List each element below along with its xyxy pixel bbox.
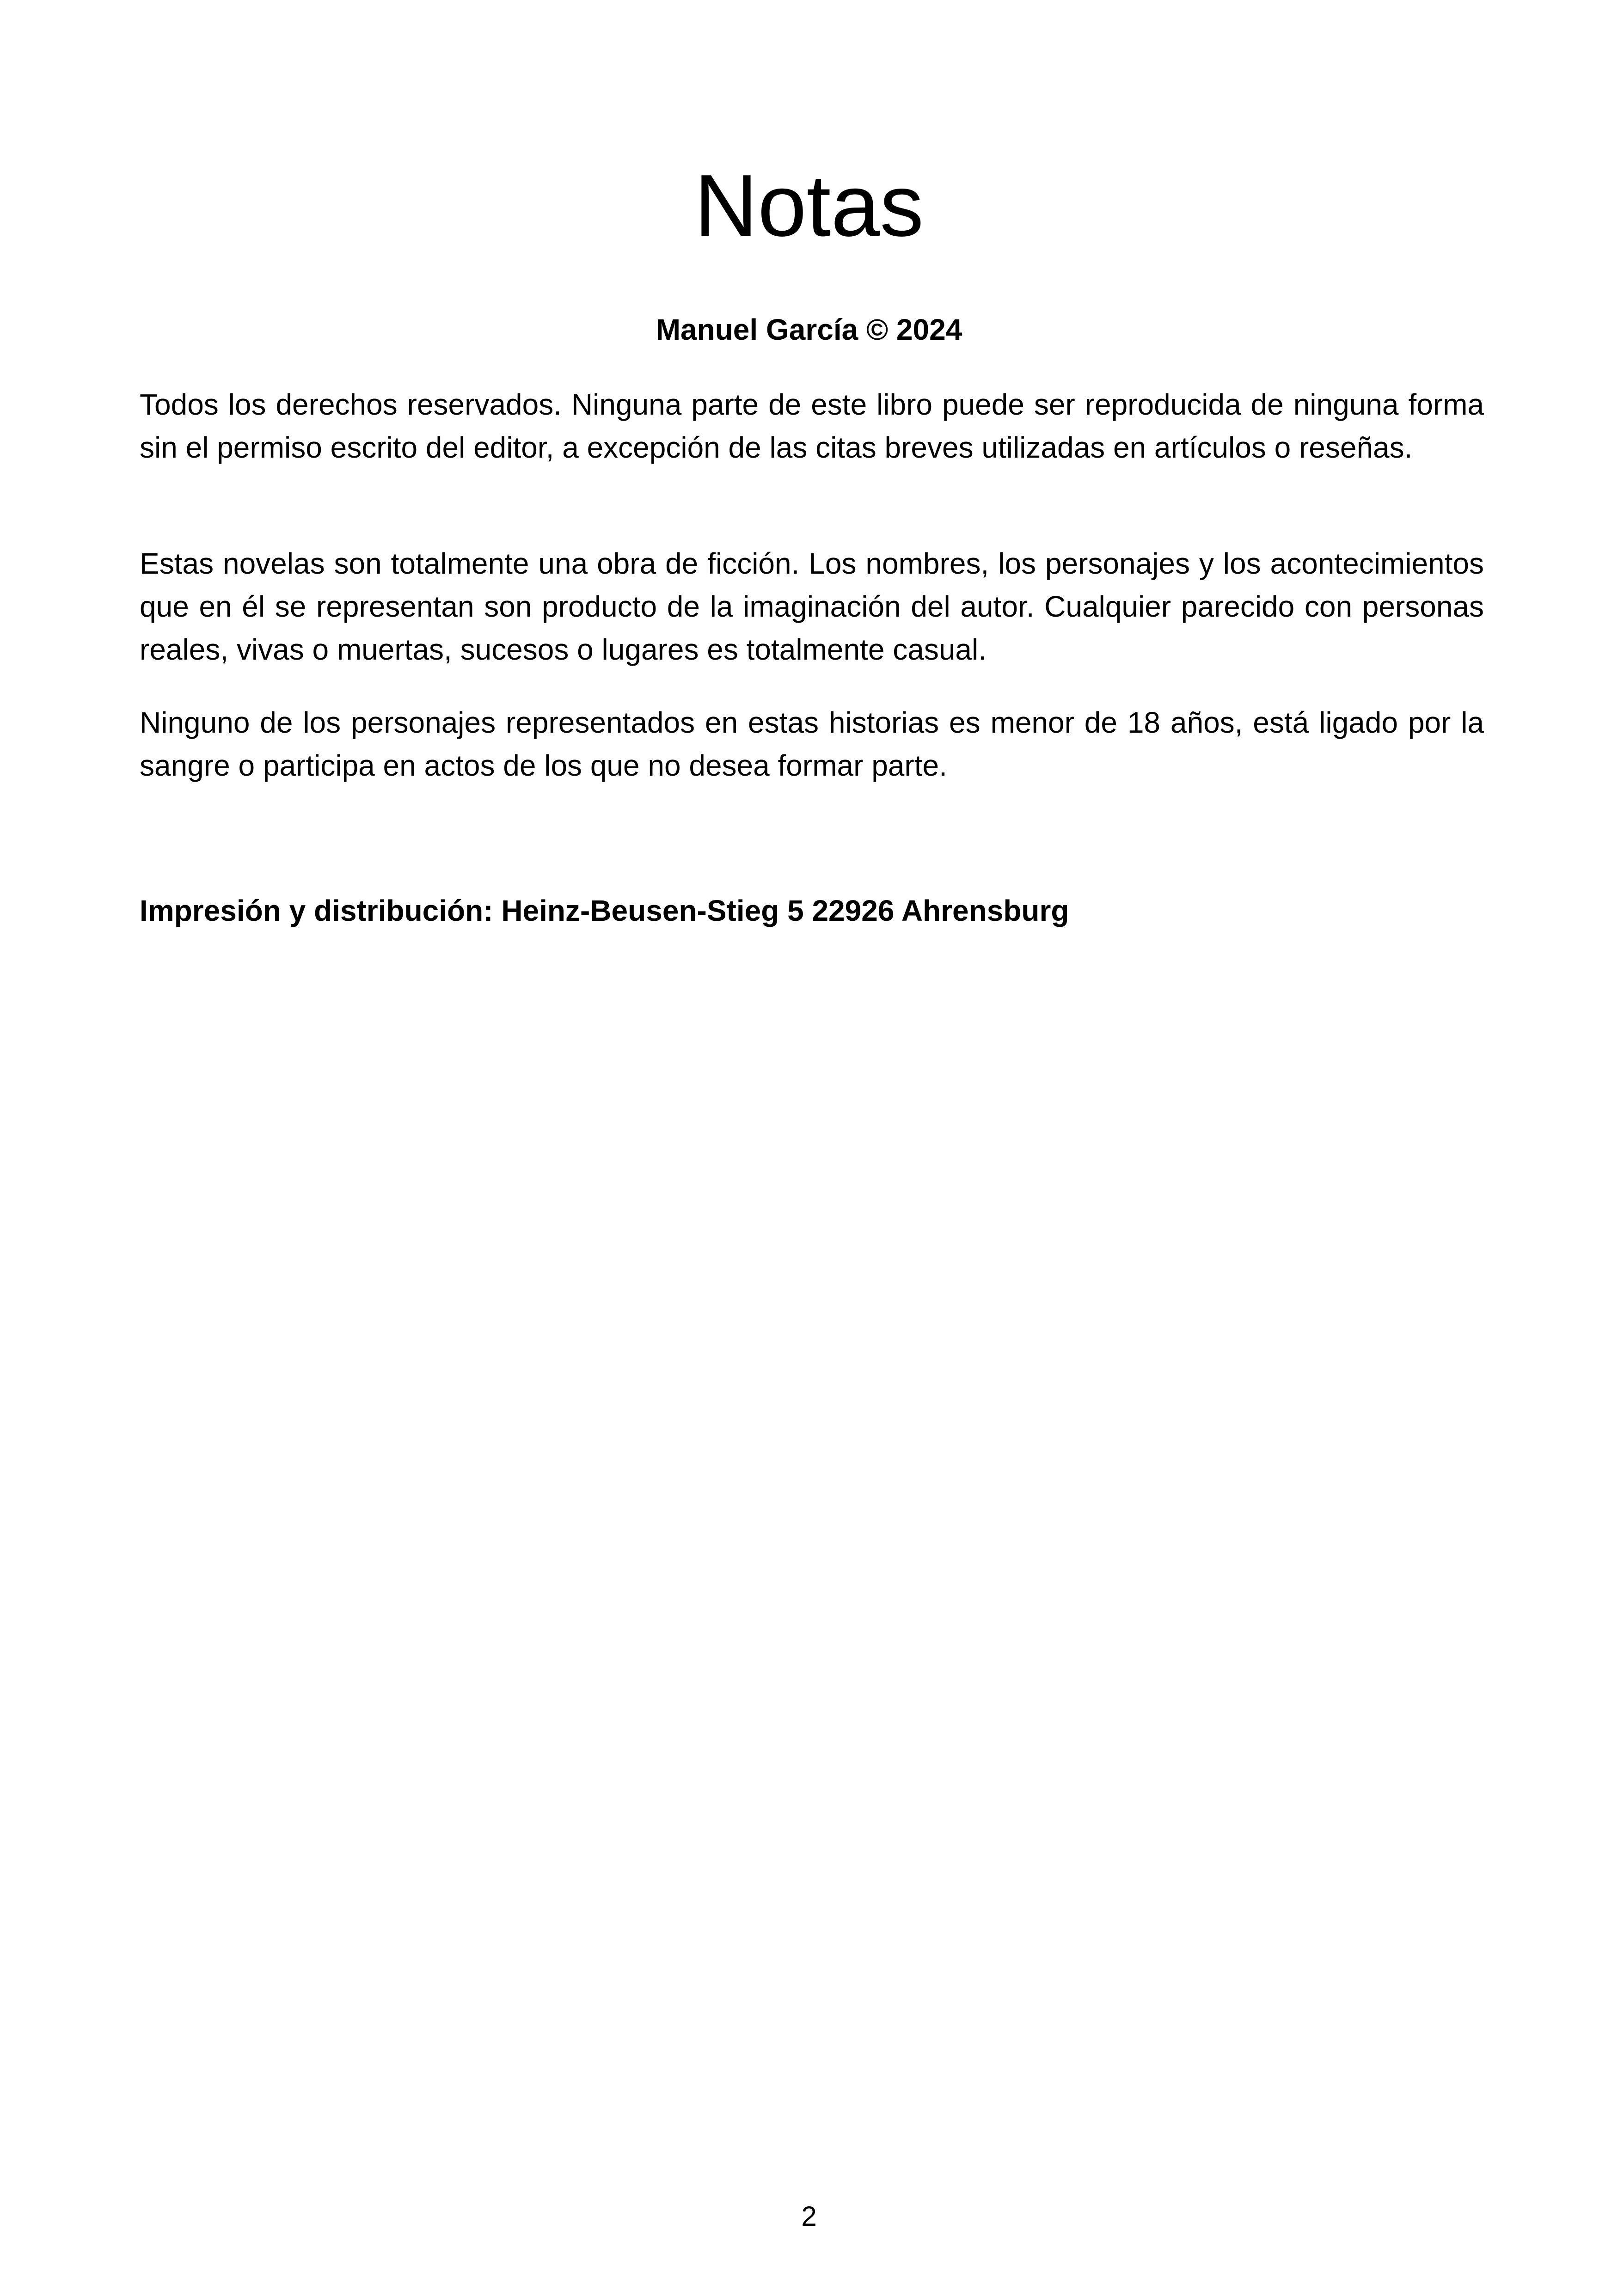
page-number: 2 — [801, 2201, 817, 2232]
page-title: Notas — [694, 157, 924, 255]
rights-paragraph: Todos los derechos reservados. Ninguna parte de este libro puede ser reproducida de ninguna forma sin el permiso escrito del editor, a excepción de las citas breves utilizadas en artículos o reseñas. — [140, 388, 1484, 464]
characters-disclaimer-paragraph: Ninguno de los personajes representados en estas historias es menor de 18 años, está ligado por la sangre o participa en actos de los que no desea formar parte. — [140, 706, 1484, 782]
copyright-notice: Manuel García © 2024 — [656, 313, 962, 346]
imprint-address: Impresión y distribución: Heinz-Beusen-Stieg 5 22926 Ahrensburg — [140, 894, 1069, 927]
fiction-disclaimer-paragraph: Estas novelas son totalmente una obra de ficción. Los nombres, los personajes y los acontecimientos que en él se representan son producto de la imaginación del autor. Cualquier parecido con personas reales, vivas o muertas, sucesos o lugares es totalmente casual. — [140, 547, 1484, 666]
